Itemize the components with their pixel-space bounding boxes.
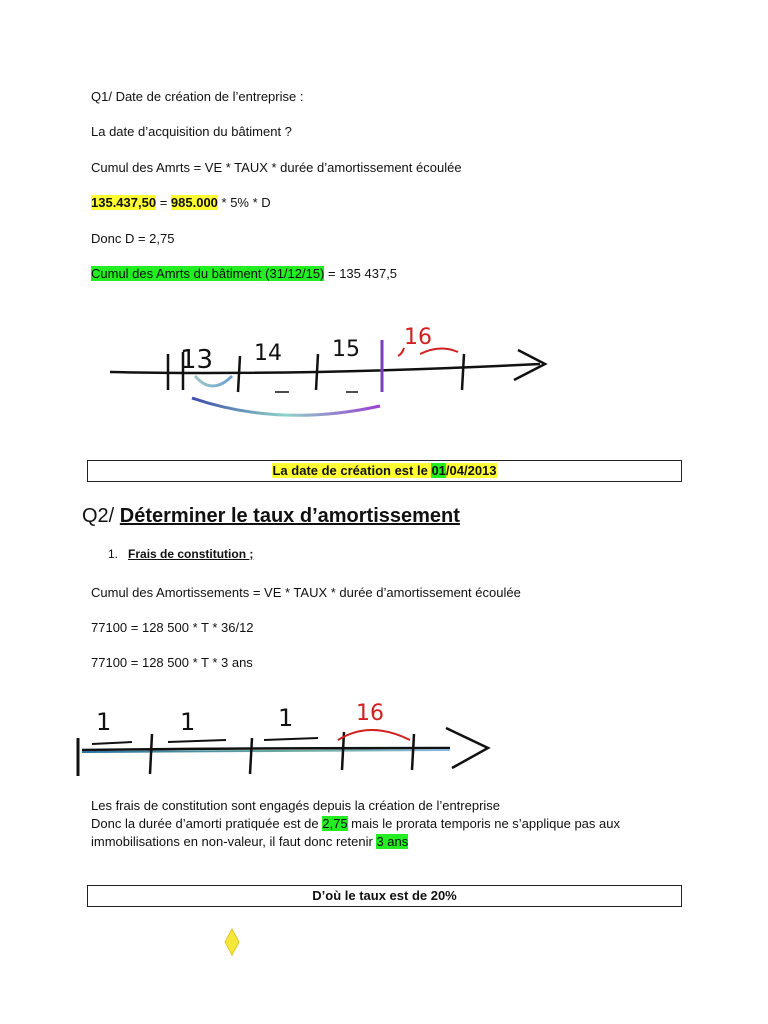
q2-formula: Cumul des Amortissements = VE * TAUX * durée d’amortissement écoulée: [91, 585, 521, 600]
q1-conclusion-prefix: La date de création est le: [272, 463, 432, 478]
q1-conclusion-suffix: /04/2013: [445, 463, 497, 478]
q2-timeline-label: 1: [180, 708, 196, 736]
q2-conclusion: D’où le taux est de 20%: [312, 888, 457, 903]
q2-para-line2-value: 2,75: [322, 816, 348, 831]
q2-eq2: 77100 = 128 500 * T * 3 ans: [91, 655, 253, 670]
q1-timeline-label: 14: [254, 341, 282, 366]
q1-result: Donc D = 2,75: [91, 231, 175, 246]
q1-cumul-value: = 135 437,5: [324, 266, 398, 281]
q1-cumul-label: Cumul des Amrts du bâtiment (31/12/15): [91, 266, 325, 281]
q2-heading: Déterminer le taux d’amortissement: [119, 505, 460, 527]
q1-timeline-label: 15: [332, 337, 360, 362]
q2-timeline-label: 1: [278, 704, 294, 732]
q2-conclusion-box: [87, 885, 682, 907]
q2-list-item: [108, 547, 253, 561]
q1-timeline-label: 13: [180, 345, 214, 375]
q1-conclusion-box: [87, 460, 682, 482]
q1-equation-lhs: 135.437,50: [91, 195, 157, 210]
q2-para-line3-value: 3 ans: [376, 834, 409, 849]
q2-paragraph: [91, 797, 620, 851]
q2-timeline-label: 16: [356, 701, 384, 726]
q2-para-line2-suffix: mais le prorata temporis ne s’applique pas aux: [347, 816, 620, 831]
q2-timeline-arrow: [446, 728, 488, 768]
q2-para-line2: [91, 815, 620, 833]
q1-timeline-axis: [110, 364, 540, 373]
q2-para-line3: [91, 833, 620, 851]
q2-item-label: Frais de constitution ;: [128, 547, 254, 561]
q2-title: [82, 502, 460, 530]
q1-timeline-label: 16: [404, 325, 432, 350]
q1-title: Q1/ Date de création de l’entreprise :: [91, 89, 304, 104]
q2-timeline-sketch: [0, 690, 768, 790]
q2-para-line1: Les frais de constitution sont engagés depuis la création de l’entreprise: [91, 798, 501, 813]
q2-para-line3-prefix: immobilisations en non-valeur, il faut donc retenir: [91, 834, 377, 849]
q2-prefix: Q2/: [82, 505, 120, 527]
q2-para-line2-prefix: Donc la durée d’amorti pratiquée est de: [91, 816, 323, 831]
q1-timeline-sketch: [0, 320, 768, 440]
q1-equation-rest: * 5% * D: [217, 195, 271, 210]
q1-cumul: [91, 266, 397, 282]
q2-eq1: 77100 = 128 500 * T * 36/12: [91, 620, 254, 635]
diamond-icon: [222, 928, 242, 956]
q1-acquisition-question: La date d’acquisition du bâtiment ?: [91, 124, 292, 139]
q1-conclusion-day: 01: [431, 463, 446, 478]
q1-equation-ve: 985.000: [170, 195, 218, 210]
q2-item-number: 1.: [108, 547, 119, 561]
q1-equation-eq: =: [156, 195, 171, 210]
q1-equation: [91, 195, 271, 211]
q1-formula: Cumul des Amrts = VE * TAUX * durée d’amortissement écoulée: [91, 160, 462, 175]
q2-timeline-label: 1: [96, 708, 112, 736]
